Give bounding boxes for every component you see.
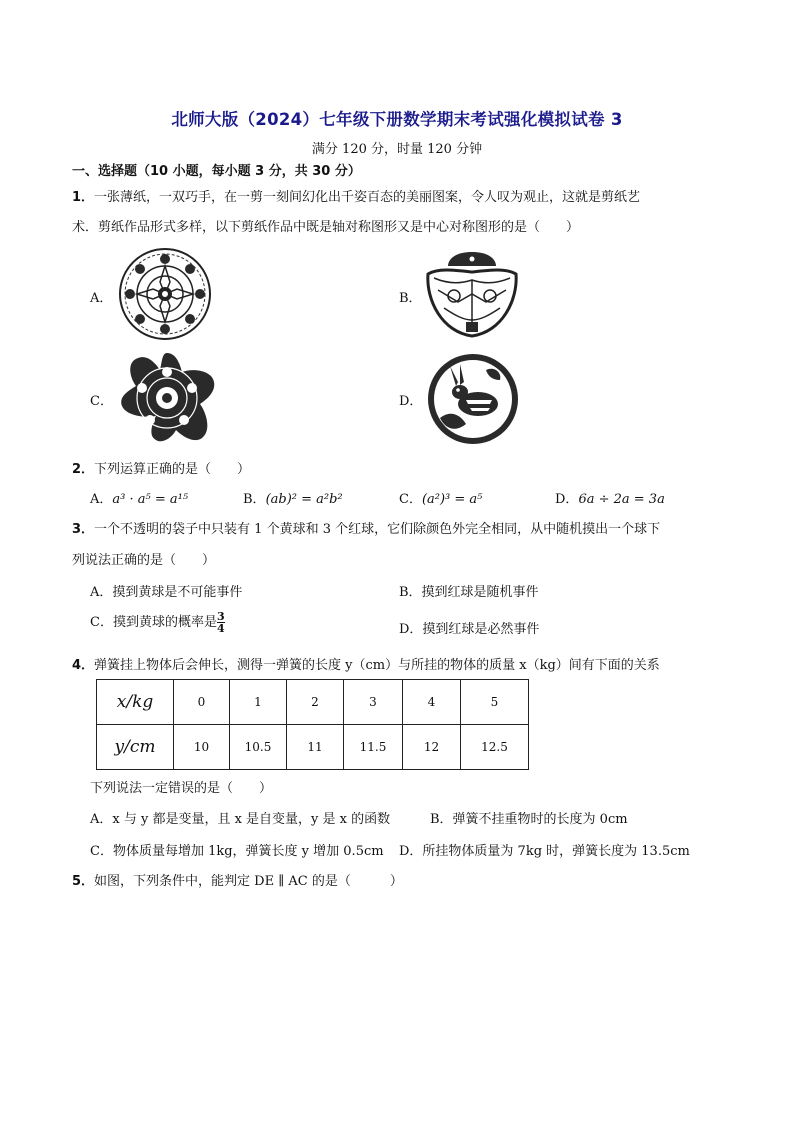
question-1-line-2: 术．剪纸作品形式多样，以下剪纸作品中既是轴对称图形又是中心对称图形的是（ ） (72, 220, 580, 235)
fraction-numerator: 3 (216, 610, 225, 623)
q1-option-a-label: A． (90, 291, 113, 306)
q2-option-b (243, 488, 343, 507)
q2-option-c-expr: (a²)³ = a⁵ (421, 492, 483, 507)
q3-option-c (90, 611, 225, 634)
fraction-denominator: 4 (216, 622, 225, 635)
q2-option-d (555, 488, 665, 507)
exam-subtitle: 满分 120 分，时量 120 分钟 (311, 142, 483, 157)
question-1-number: 1． (72, 190, 95, 205)
question-1-line-1 (72, 186, 640, 205)
table-row-x (97, 680, 529, 725)
question-3-line-1 (72, 518, 660, 537)
q2-option-d-label: D． (555, 492, 579, 507)
question-2-text: 下列运算正确的是（ ） (94, 462, 251, 477)
question-5-line (72, 870, 403, 889)
table-cell: 2 (287, 680, 344, 725)
q4-option-a: A．x 与 y 都是变量，且 x 是自变量，y 是 x 的函数 (90, 812, 391, 827)
table-header-x: x/kg (97, 680, 174, 725)
table-cell: 3 (344, 680, 403, 725)
question-2-number: 2． (72, 462, 95, 477)
question-4-line (72, 654, 660, 673)
q3-option-c-fraction (217, 611, 225, 634)
section-heading: 一、选择题（10 小题，每小题 3 分，共 30 分） (72, 164, 361, 179)
q1-option-b-label: B． (399, 291, 422, 306)
q3-option-c-text: C．摸到黄球的概率是 (90, 615, 217, 630)
q4-option-d: D．所挂物体质量为 7kg 时，弹簧长度为 13.5cm (399, 844, 690, 859)
table-cell: 5 (461, 680, 529, 725)
q2-option-c (399, 488, 482, 507)
table-cell: 10.5 (230, 725, 287, 770)
table-header-y: y/cm (97, 725, 174, 770)
question-3-number: 3． (72, 522, 95, 537)
question-5-number: 5． (72, 874, 95, 889)
q2-option-d-expr: 6a ÷ 2a = 3a (578, 492, 665, 507)
table-cell: 4 (403, 680, 461, 725)
q2-option-b-expr: (ab)² = a²b² (265, 492, 343, 507)
q2-option-a (90, 488, 188, 507)
papercut-b-image (424, 250, 520, 342)
q3-option-d: D．摸到红球是必然事件 (399, 622, 540, 637)
q4-option-c: C．物体质量每增加 1kg，弹簧长度 y 增加 0.5cm (90, 844, 384, 859)
table-cell: 11 (287, 725, 344, 770)
question-3-text-1: 一个不透明的袋子中只装有 1 个黄球和 3 个红球，它们除颜色外完全相同，从中随机摸出一个球下 (94, 522, 661, 537)
q1-option-d-label: D． (399, 394, 423, 409)
papercut-a-image (118, 247, 212, 345)
question-3-line-2: 列说法正确的是（ ） (72, 553, 216, 568)
q3-option-b: B．摸到红球是随机事件 (399, 585, 539, 600)
table-cell: 0 (174, 680, 230, 725)
table-cell: 12.5 (461, 725, 529, 770)
q2-option-c-label: C． (399, 492, 422, 507)
question-4-number: 4． (72, 658, 95, 673)
table-cell: 12 (403, 725, 461, 770)
question-2-line (72, 458, 250, 477)
table-cell: 11.5 (344, 725, 403, 770)
question-4-text: 弹簧挂上物体后会伸长，测得一弹簧的长度 y（cm）与所挂的物体的质量 x（kg）间有下面的关系 (94, 658, 660, 673)
page-title: 北师大版（2024）七年级下册数学期末考试强化模拟试卷 3 (171, 110, 623, 129)
q2-option-a-label: A． (90, 492, 113, 507)
question-5-text: 如图，下列条件中，能判定 DE ∥ AC 的是（ ） (94, 874, 403, 889)
q4-option-b: B．弹簧不挂重物时的长度为 0cm (430, 812, 628, 827)
papercut-c-image (116, 350, 218, 450)
q2-option-b-label: B． (243, 492, 266, 507)
papercut-d-image (426, 352, 520, 450)
q3-option-a: A．摸到黄球是不可能事件 (90, 585, 243, 600)
q2-option-a-expr: a³ · a⁵ = a¹⁵ (112, 492, 189, 507)
spring-data-table (96, 679, 529, 770)
table-cell: 1 (230, 680, 287, 725)
question-4-prompt: 下列说法一定错误的是（ ） (90, 781, 273, 796)
question-1-text-1: 一张薄纸，一双巧手，在一剪一刻间幻化出千姿百态的美丽图案，令人叹为观止，这就是剪纸艺 (94, 190, 641, 205)
table-cell: 10 (174, 725, 230, 770)
q1-option-c-label: C． (90, 394, 113, 409)
table-row-y (97, 725, 529, 770)
